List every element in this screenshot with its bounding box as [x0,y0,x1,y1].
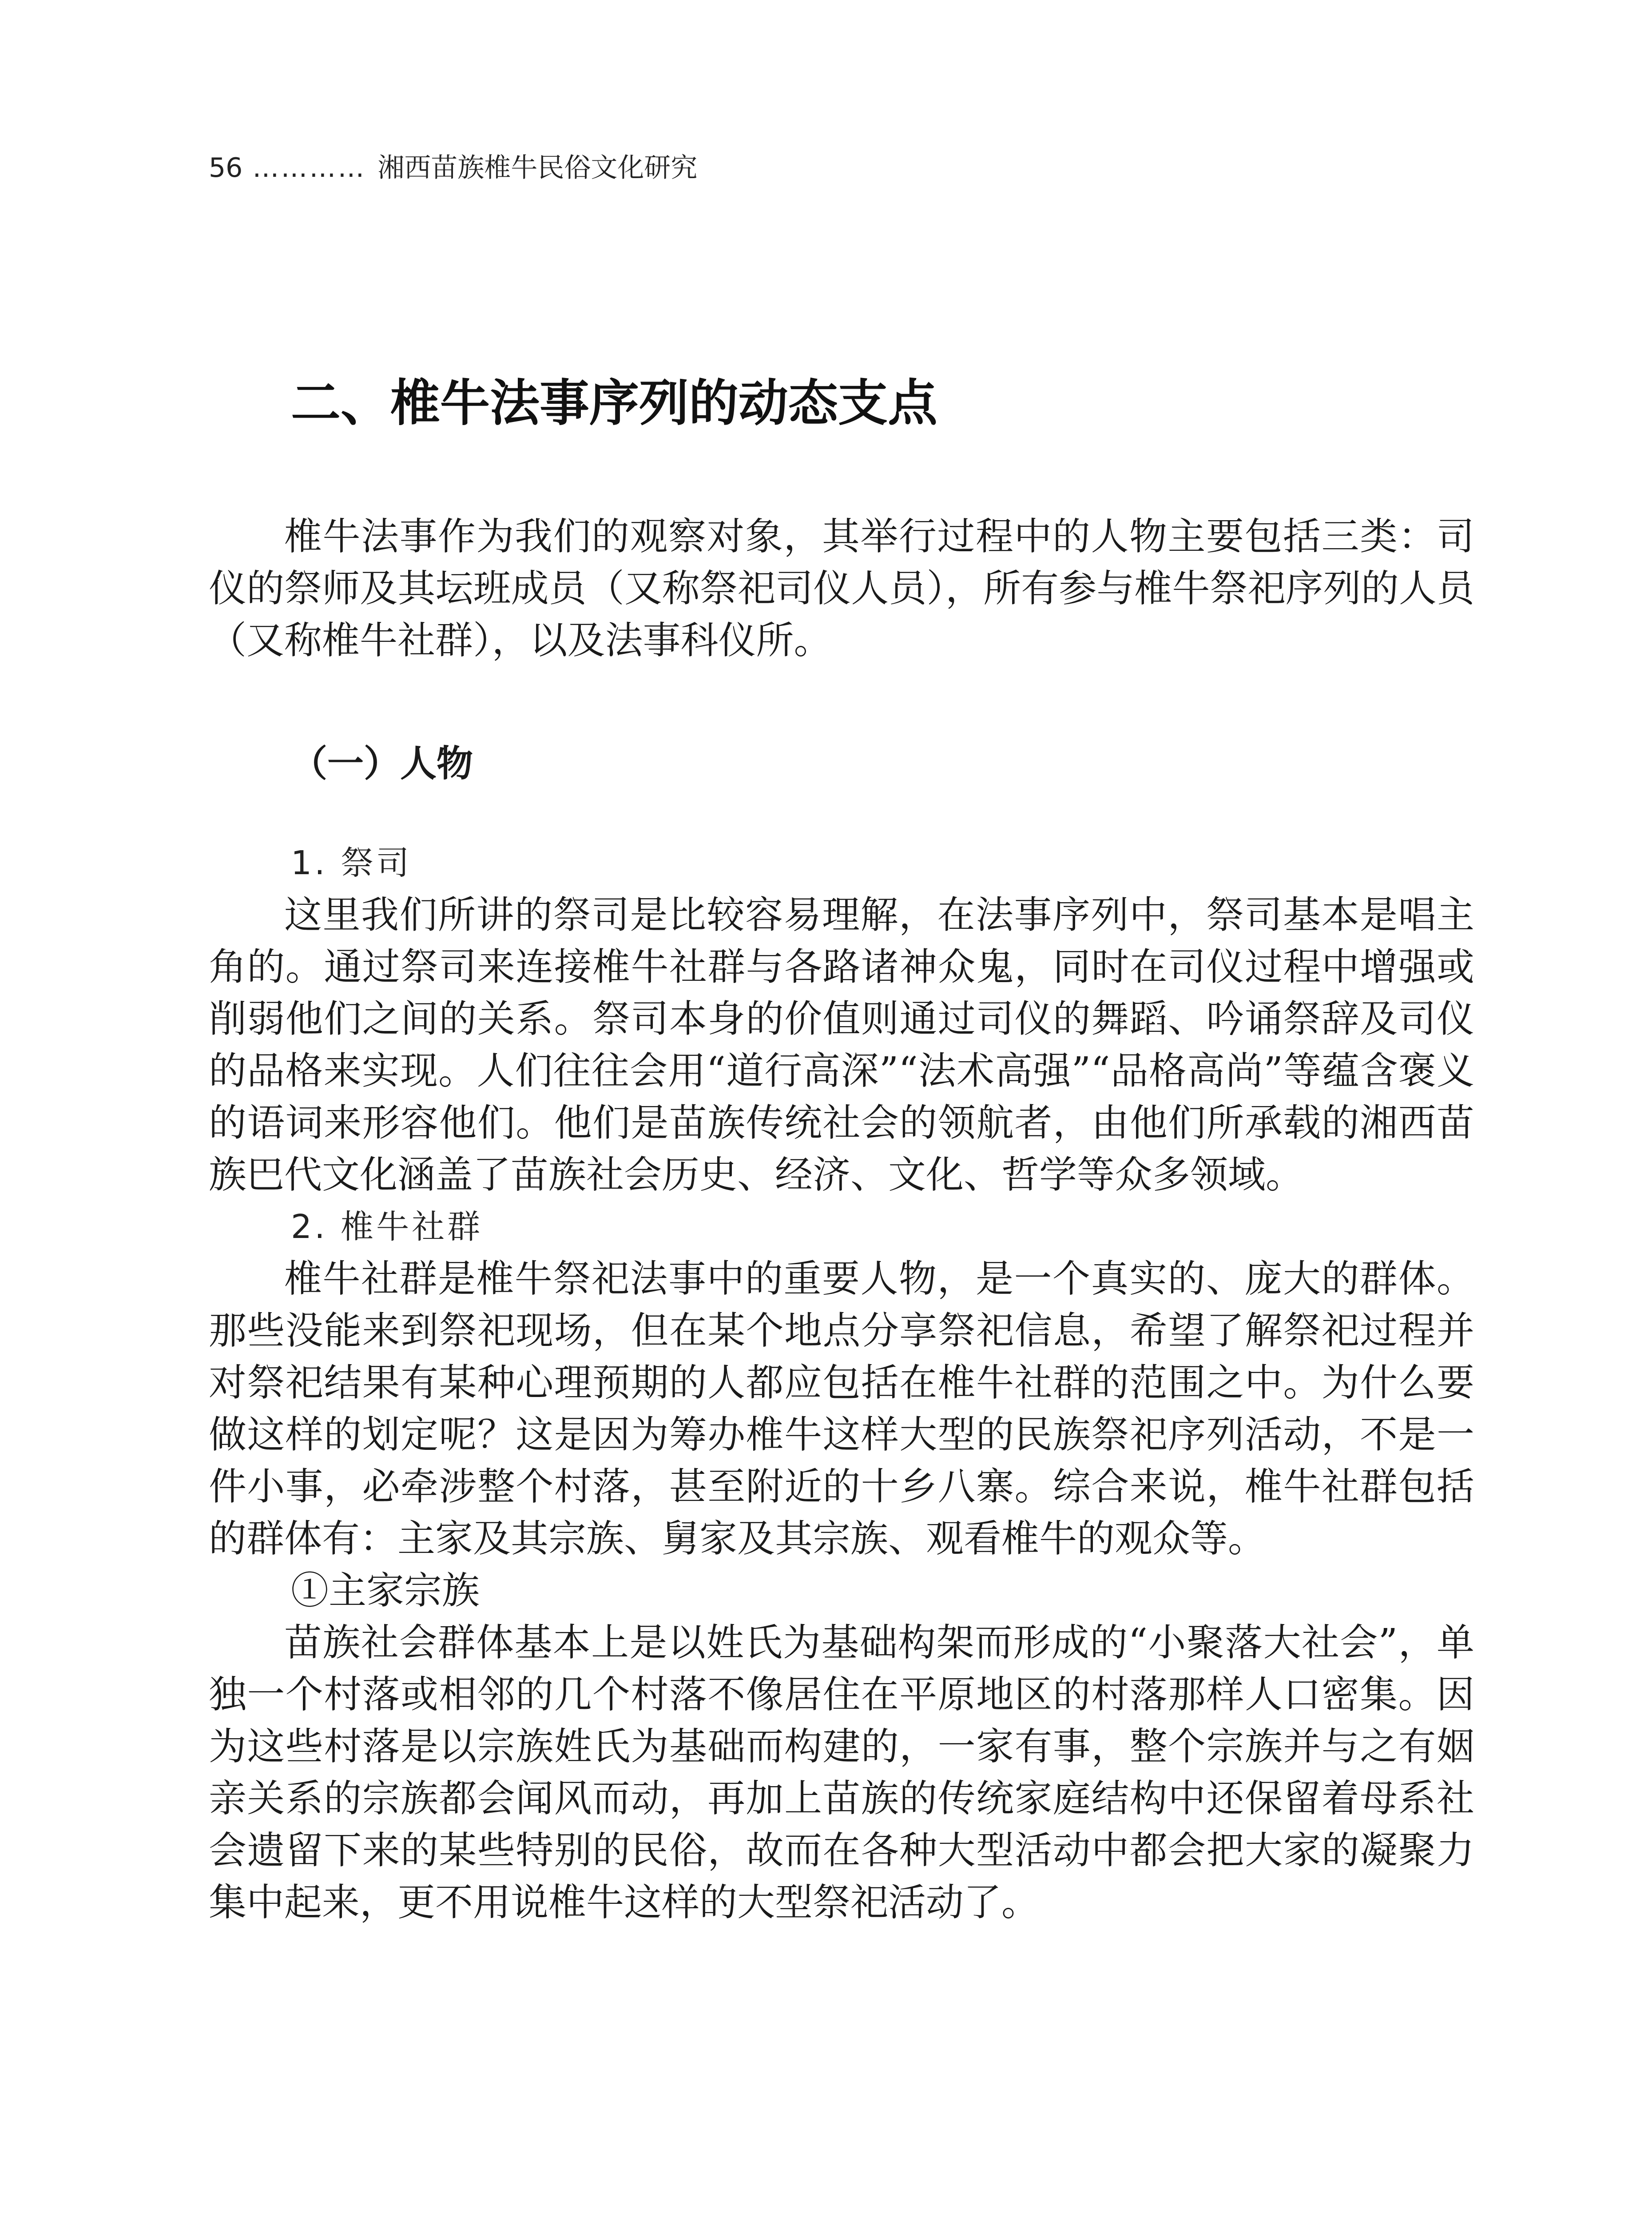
priest-paragraph: 这里我们所讲的祭司是比较容易理解，在法事序列中，祭司基本是唱主角的。通过祭司来连接椎牛社群与各路诸神众鬼，同时在司仪过程中增强或削弱他们之间的关系。祭司本身的价值则通过司仪的舞蹈、吟诵祭辞及司仪的品格来实现。人们往往会用“道行高深”“法术高强”“品格高尚”等蕴含褒义的语词来形容他们。他们是苗族传统社会的领航者，由他们所承载的湘西苗族巴代文化涵盖了苗族社会历史、经济、文化、哲学等众多领域。 [209,893,1474,1197]
subsection-heading-people: （一）人物 [291,743,473,785]
item-heading-host-clan: ①主家宗族 [291,1569,480,1613]
page-number: 56 [209,152,243,183]
book-title: 湘西苗族椎牛民俗文化研究 [377,152,698,183]
intro-paragraph: 椎牛法事作为我们的观察对象，其举行过程中的人物主要包括三类：司仪的祭师及其坛班成员（又称祭祀司仪人员），所有参与椎牛祭祀序列的人员（又称椎牛社群），以及法事科仪所。 [209,515,1474,663]
header-leader-dots: ………… [252,152,366,183]
community-paragraph: 椎牛社群是椎牛祭祀法事中的重要人物，是一个真实的、庞大的群体。那些没能来到祭祀现场，但在某个地点分享祭祀信息，希望了解祭祀过程并对祭祀结果有某种心理预期的人都应包括在椎牛社群的范围之中。为什么要做这样的划定呢？这是因为筹办椎牛这样大型的民族祭祀序列活动，不是一件小事，必牵涉整个村落，甚至附近的十乡八寨。综合来说，椎牛社群包括的群体有：主家及其宗族、舅家及其宗族、观看椎牛的观众等。 [209,1257,1474,1561]
item-heading-priest: 1. 祭司 [291,844,412,882]
host-clan-paragraph: 苗族社会群体基本上是以姓氏为基础构架而形成的“小聚落大社会”，单独一个村落或相邻的几个村落不像居住在平原地区的村落那样人口密集。因为这些村落是以宗族姓氏为基础而构建的，一家有事，整个宗族并与之有姻亲关系的宗族都会闻风而动，再加上苗族的传统家庭结构中还保留着母系社会遗留下来的某些特别的民俗，故而在各种大型活动中都会把大家的凝聚力集中起来，更不用说椎牛这样的大型祭祀活动了。 [209,1621,1474,1925]
intro-block [209,511,1474,667]
section-title: 二、椎牛法事序列的动态支点 [291,374,937,432]
running-header [209,150,697,186]
body-block [209,837,1474,1929]
item-heading-community: 2. 椎牛社群 [291,1208,483,1246]
